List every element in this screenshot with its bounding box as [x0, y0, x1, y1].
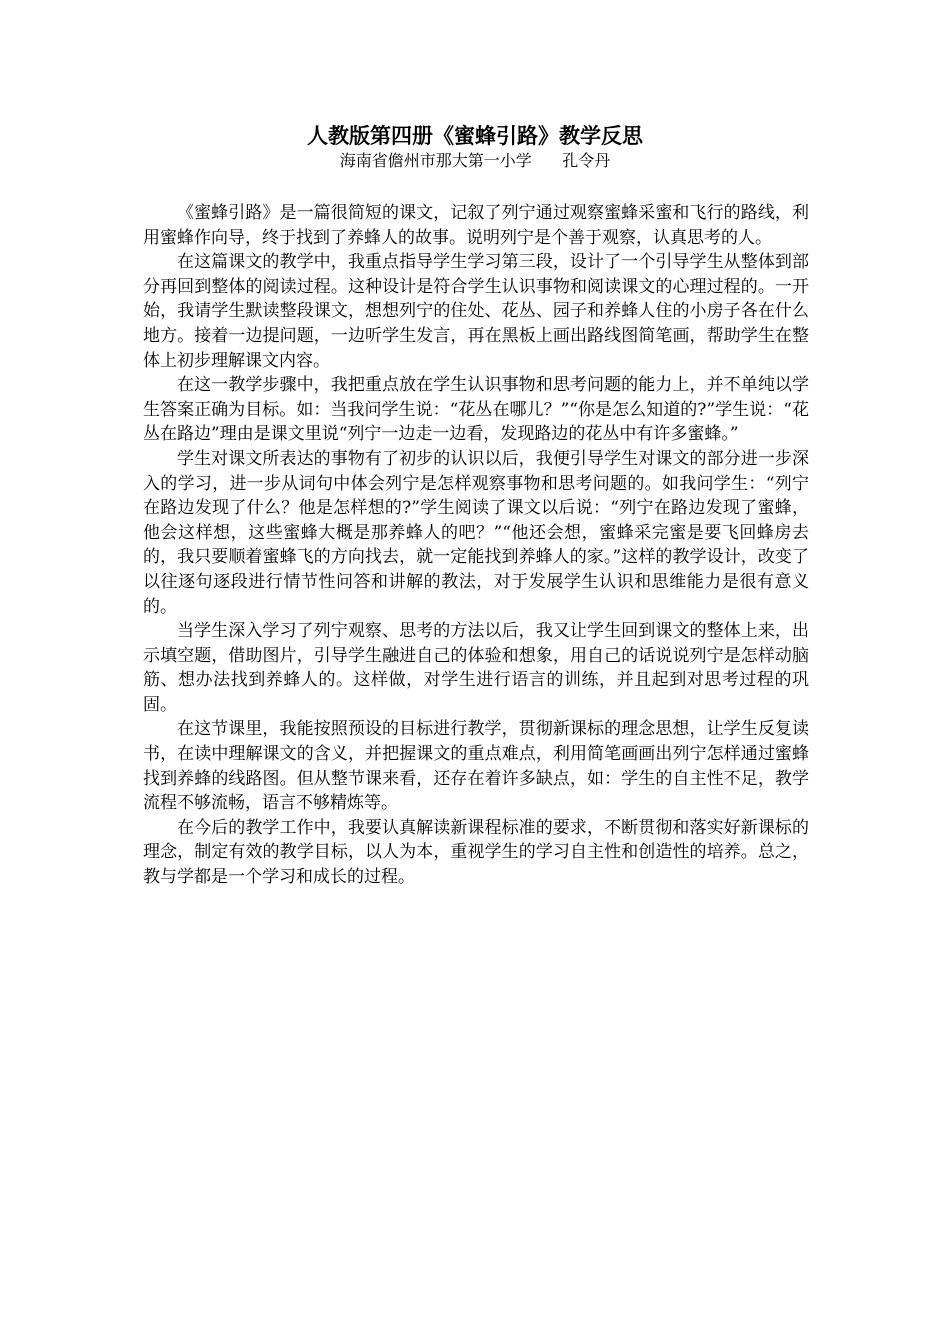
document-title: 人教版第四册《蜜蜂引路》教学反思 [307, 124, 643, 148]
paragraph-2: 在这篇课文的教学中，我重点指导学生学习第三段，设计了一个引导学生从整体到部分再回到整体的阅读过程。这种设计是符合学生认识事物和阅读课文的心理过程的。一开始，我请学生默读整段课文，想想列宁的住处、花丛、园子和养蜂人住的小房子各在什么地方。接着一边提问题，一边听学生发言，再在黑板上画出路线图简笔画，帮助学生在整体上初步理解课文内容。 [143, 252, 809, 371]
paragraph-4: 学生对课文所表达的事物有了初步的认识以后，我便引导学生对课文的部分进一步深入的学习，进一步从词句中体会列宁是怎样观察事物和思考问题的。如我问学生：“列宁在路边发现了什么？他是怎样想的?”学生阅读了课文以后说：“列宁在路边发现了蜜蜂，他会这样想，这些蜜蜂大概是那养蜂人的吧？”“他还会想，蜜蜂采完蜜是要飞回蜂房去的，我只要顺着蜜蜂飞的方向找去，就一定能找到养蜂人的家。”这样的教学设计，改变了以往逐句逐段进行情节性问答和讲解的教法，对于发展学生认识和思维能力是很有意义的。 [143, 448, 809, 617]
paragraph-5: 当学生深入学习了列宁观察、思考的方法以后，我又让学生回到课文的整体上来，出示填空题，借助图片，引导学生融进自己的体验和想象，用自己的话说说列宁是怎样动脑筋、想办法找到养蜂人的。这样做，对学生进行语言的训练，并且起到对思考过程的巩固。 [143, 621, 809, 715]
author-byline: 海南省儋州市那大第一小学 孔令丹 [339, 151, 611, 170]
paragraph-3: 在这一教学步骤中，我把重点放在学生认识事物和思考问题的能力上，并不单纯以学生答案正确为目标。如：当我问学生说：“花丛在哪儿？”“你是怎么知道的?”学生说：“花丛在路边”理由是课文里说“列宁一边走一边看，发现路边的花丛中有许多蜜蜂。” [143, 375, 809, 445]
paragraph-7: 在今后的教学工作中，我要认真解读新课程标准的要求，不断贯彻和落实好新课标的理念，制定有效的教学目标，以人为本，重视学生的学习自主性和创造性的培养。总之，教与学都是一个学习和成长的过程。 [143, 817, 809, 888]
paragraph-1: 《蜜蜂引路》是一篇很简短的课文，记叙了列宁通过观察蜜蜂采蜜和飞行的路线，利用蜜蜂作向导，终于找到了养蜂人的故事。说明列宁是个善于观察，认真思考的人。 [143, 203, 809, 248]
document-body [143, 201, 809, 890]
paragraph-6: 在这节课里，我能按照预设的目标进行教学，贯彻新课标的理念思想，让学生反复读书，在读中理解课文的含义，并把握课文的重点难点，利用简笔画画出列宁怎样通过蜜蜂找到养蜂的线路图。但从整节课来看，还存在着许多缺点，如：学生的自主性不足，教学流程不够流畅，语言不够精炼等。 [143, 719, 809, 814]
